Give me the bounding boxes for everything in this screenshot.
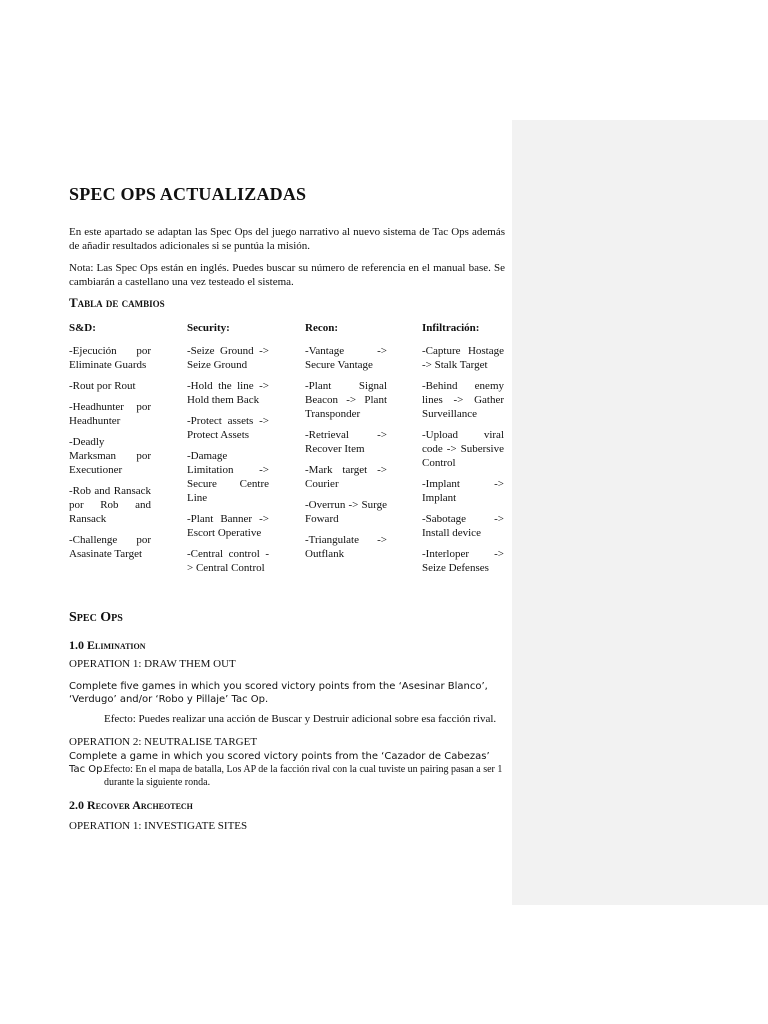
list-item: -Protect assets -> Protect Assets: [187, 415, 269, 441]
list-item: -Ejecución por Eliminate Guards: [69, 345, 151, 371]
column-infiltracion: [422, 321, 504, 582]
list-item: -Headhunter por Headhunter: [69, 401, 151, 427]
comment-pane: [512, 120, 768, 905]
operation-text: Complete five games in which you scored victory points from the ‘Asesinar Blanco’, ‘Verdugo’ and/or ‘Robo y Pillaje’ Tac Op.: [69, 681, 488, 705]
list-item: -Deadly Marksman por Executioner: [69, 436, 151, 476]
table-heading: Tabla de cambios: [69, 295, 165, 310]
list-item: -Challenge por Asasinate Target: [69, 534, 151, 560]
operation-title: OPERATION 2: NEUTRALISE TARGET: [69, 736, 258, 748]
list-item: -Implant -> Implant: [422, 478, 504, 504]
column-recon: [305, 321, 387, 568]
column-security: [187, 321, 269, 582]
page-title: SPEC OPS ACTUALIZADAS: [69, 184, 307, 204]
operation-text: Complete a game in which you scored victory points from the ‘Cazador de Cabezas’ Tac Op.: [69, 751, 490, 775]
operation-title: OPERATION 1: INVESTIGATE SITES: [69, 820, 248, 832]
list-item: -Hold the line -> Hold them Back: [187, 380, 269, 406]
column-header: Security:: [187, 322, 230, 334]
list-item: -Rob and Ransack por Rob and Ransack: [69, 485, 151, 525]
list-item: -Sabotage -> Install device: [422, 513, 504, 539]
list-item: -Capture Hostage -> Stalk Target: [422, 345, 504, 371]
list-item: -Rout por Rout: [69, 380, 136, 392]
section-heading: 1.0 Elimination: [69, 638, 146, 652]
list-item: -Triangulate -> Outflank: [305, 534, 387, 560]
section-heading: 2.0 Recover Archeotech: [69, 798, 193, 812]
list-item: -Central control -> Central Control: [187, 548, 269, 574]
list-item: -Upload viral code -> Subersive Control: [422, 429, 504, 469]
column-header: Recon:: [305, 322, 338, 334]
operation-effect: Efecto: En el mapa de batalla, Los AP de la facción rival con la cual tuviste un pairing pasan a ser 1 durante la siguiente ronda.: [104, 764, 503, 788]
list-item: -Mark target -> Courier: [305, 464, 387, 490]
operation-effect: Efecto: Puedes realizar una acción de Buscar y Destruir adicional sobre esa facción rival.: [104, 713, 497, 725]
list-item: -Vantage -> Secure Vantage: [305, 345, 387, 371]
changes-table: [69, 321, 505, 611]
list-item: -Interloper -> Seize Defenses: [422, 548, 504, 574]
column-header: S&D:: [69, 322, 96, 334]
list-item: -Retrieval -> Recover Item: [305, 429, 387, 455]
list-item: -Behind enemy lines -> Gather Surveillance: [422, 380, 504, 420]
list-item: -Plant Banner -> Escort Operative: [187, 513, 269, 539]
column-sd: [69, 321, 151, 568]
intro-paragraph: En este apartado se adaptan las Spec Ops del juego narrativo al nuevo sistema de Tac Ops además de añadir resultados adicionales si se puntúa la misión.: [69, 226, 505, 252]
operation-title: OPERATION 1: DRAW THEM OUT: [69, 658, 236, 670]
spec-ops-heading: Spec Ops: [69, 610, 123, 625]
list-item: -Plant Signal Beacon -> Plant Transponder: [305, 380, 387, 420]
list-item: -Seize Ground -> Seize Ground: [187, 345, 269, 371]
note-paragraph: Nota: Las Spec Ops están en inglés. Puedes buscar su número de referencia en el manual base. Se cambiarán a castellano una vez testeado el sistema.: [69, 262, 505, 288]
list-item: -Overrun -> Surge Foward: [305, 499, 387, 525]
column-header: Infiltración:: [422, 322, 480, 334]
list-item: -Damage Limitation -> Secure Centre Line: [187, 450, 269, 504]
